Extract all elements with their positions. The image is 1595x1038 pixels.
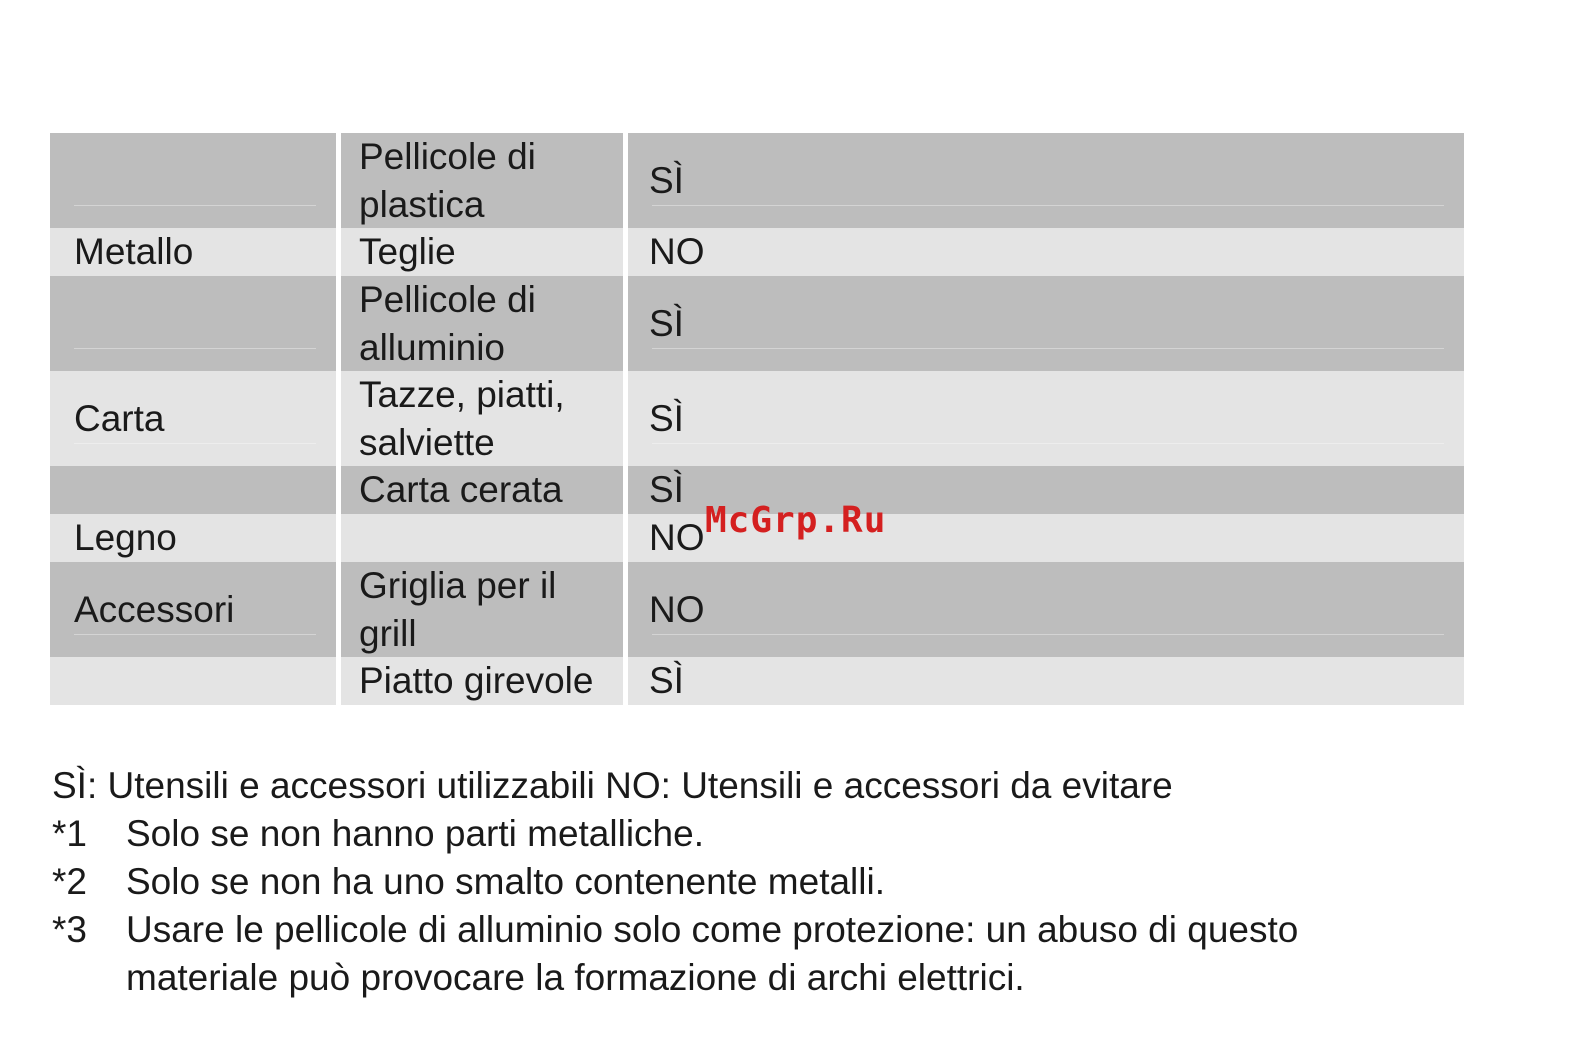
utensil-label: Carta cerata xyxy=(359,469,563,510)
footnote-text: Solo se non ha uno smalto contenente metalli. xyxy=(126,861,885,902)
material-label: Legno xyxy=(74,517,177,558)
allowed-value: NO xyxy=(649,588,705,630)
utensil-label: Pellicole di alluminio xyxy=(359,278,536,368)
material-cell xyxy=(50,562,336,657)
allowed-value: SÌ xyxy=(649,302,684,344)
footnote xyxy=(52,858,1298,906)
utensil-label: Griglia per il grill xyxy=(359,564,557,654)
allowed-value: NO xyxy=(649,517,705,558)
legend-line xyxy=(52,762,1298,810)
footnote-continuation: materiale può provocare la formazione di archi elettrici. xyxy=(126,957,1025,998)
material-label: Metallo xyxy=(74,231,194,272)
utensil-label: Piatto girevole xyxy=(359,660,594,701)
utensil-cell xyxy=(341,371,623,466)
allowed-cell xyxy=(628,657,1464,705)
material-cell xyxy=(50,657,336,705)
materials-table xyxy=(50,133,1464,705)
material-label: Carta xyxy=(74,397,165,439)
table-row xyxy=(50,371,1464,466)
footnote xyxy=(52,906,1298,954)
allowed-value: SÌ xyxy=(649,397,684,439)
table-row xyxy=(50,276,1464,371)
allowed-value: SÌ xyxy=(649,159,684,201)
table-row xyxy=(50,657,1464,705)
footnotes xyxy=(52,762,1298,1002)
utensil-cell xyxy=(341,133,623,228)
material-cell xyxy=(50,228,336,276)
utensil-label: Tazze, piatti, salviette xyxy=(359,373,565,463)
material-cell xyxy=(50,514,336,562)
allowed-value: NO xyxy=(649,231,705,272)
table-row xyxy=(50,133,1464,228)
table-row xyxy=(50,562,1464,657)
watermark: McGrp.Ru xyxy=(705,500,887,541)
utensil-label: Teglie xyxy=(359,231,456,272)
material-cell xyxy=(50,371,336,466)
utensil-label: Pellicole di plastica xyxy=(359,135,536,225)
allowed-cell xyxy=(628,562,1464,657)
material-cell xyxy=(50,276,336,371)
material-label: Accessori xyxy=(74,588,235,630)
utensil-cell xyxy=(341,657,623,705)
legend-text: SÌ: Utensili e accessori utilizzabili NO: Utensili e accessori da evitare xyxy=(52,765,1173,806)
material-cell xyxy=(50,133,336,228)
allowed-value: SÌ xyxy=(649,660,684,701)
allowed-cell xyxy=(628,133,1464,228)
allowed-cell xyxy=(628,371,1464,466)
footnote-text: Usare le pellicole di alluminio solo come protezione: un abuso di questo xyxy=(126,909,1299,950)
utensil-cell xyxy=(341,228,623,276)
footnote xyxy=(52,810,1298,858)
footnote-mark: *3 xyxy=(52,909,87,950)
allowed-cell xyxy=(628,276,1464,371)
table-row xyxy=(50,228,1464,276)
material-cell xyxy=(50,466,336,514)
allowed-value: SÌ xyxy=(649,469,684,510)
allowed-cell xyxy=(628,228,1464,276)
utensil-cell xyxy=(341,276,623,371)
utensil-cell xyxy=(341,562,623,657)
utensil-cell xyxy=(341,514,623,562)
utensil-cell xyxy=(341,466,623,514)
footnote-mark: *1 xyxy=(52,813,87,854)
footnote-text: Solo se non hanno parti metalliche. xyxy=(126,813,704,854)
footnote-mark: *2 xyxy=(52,861,87,902)
